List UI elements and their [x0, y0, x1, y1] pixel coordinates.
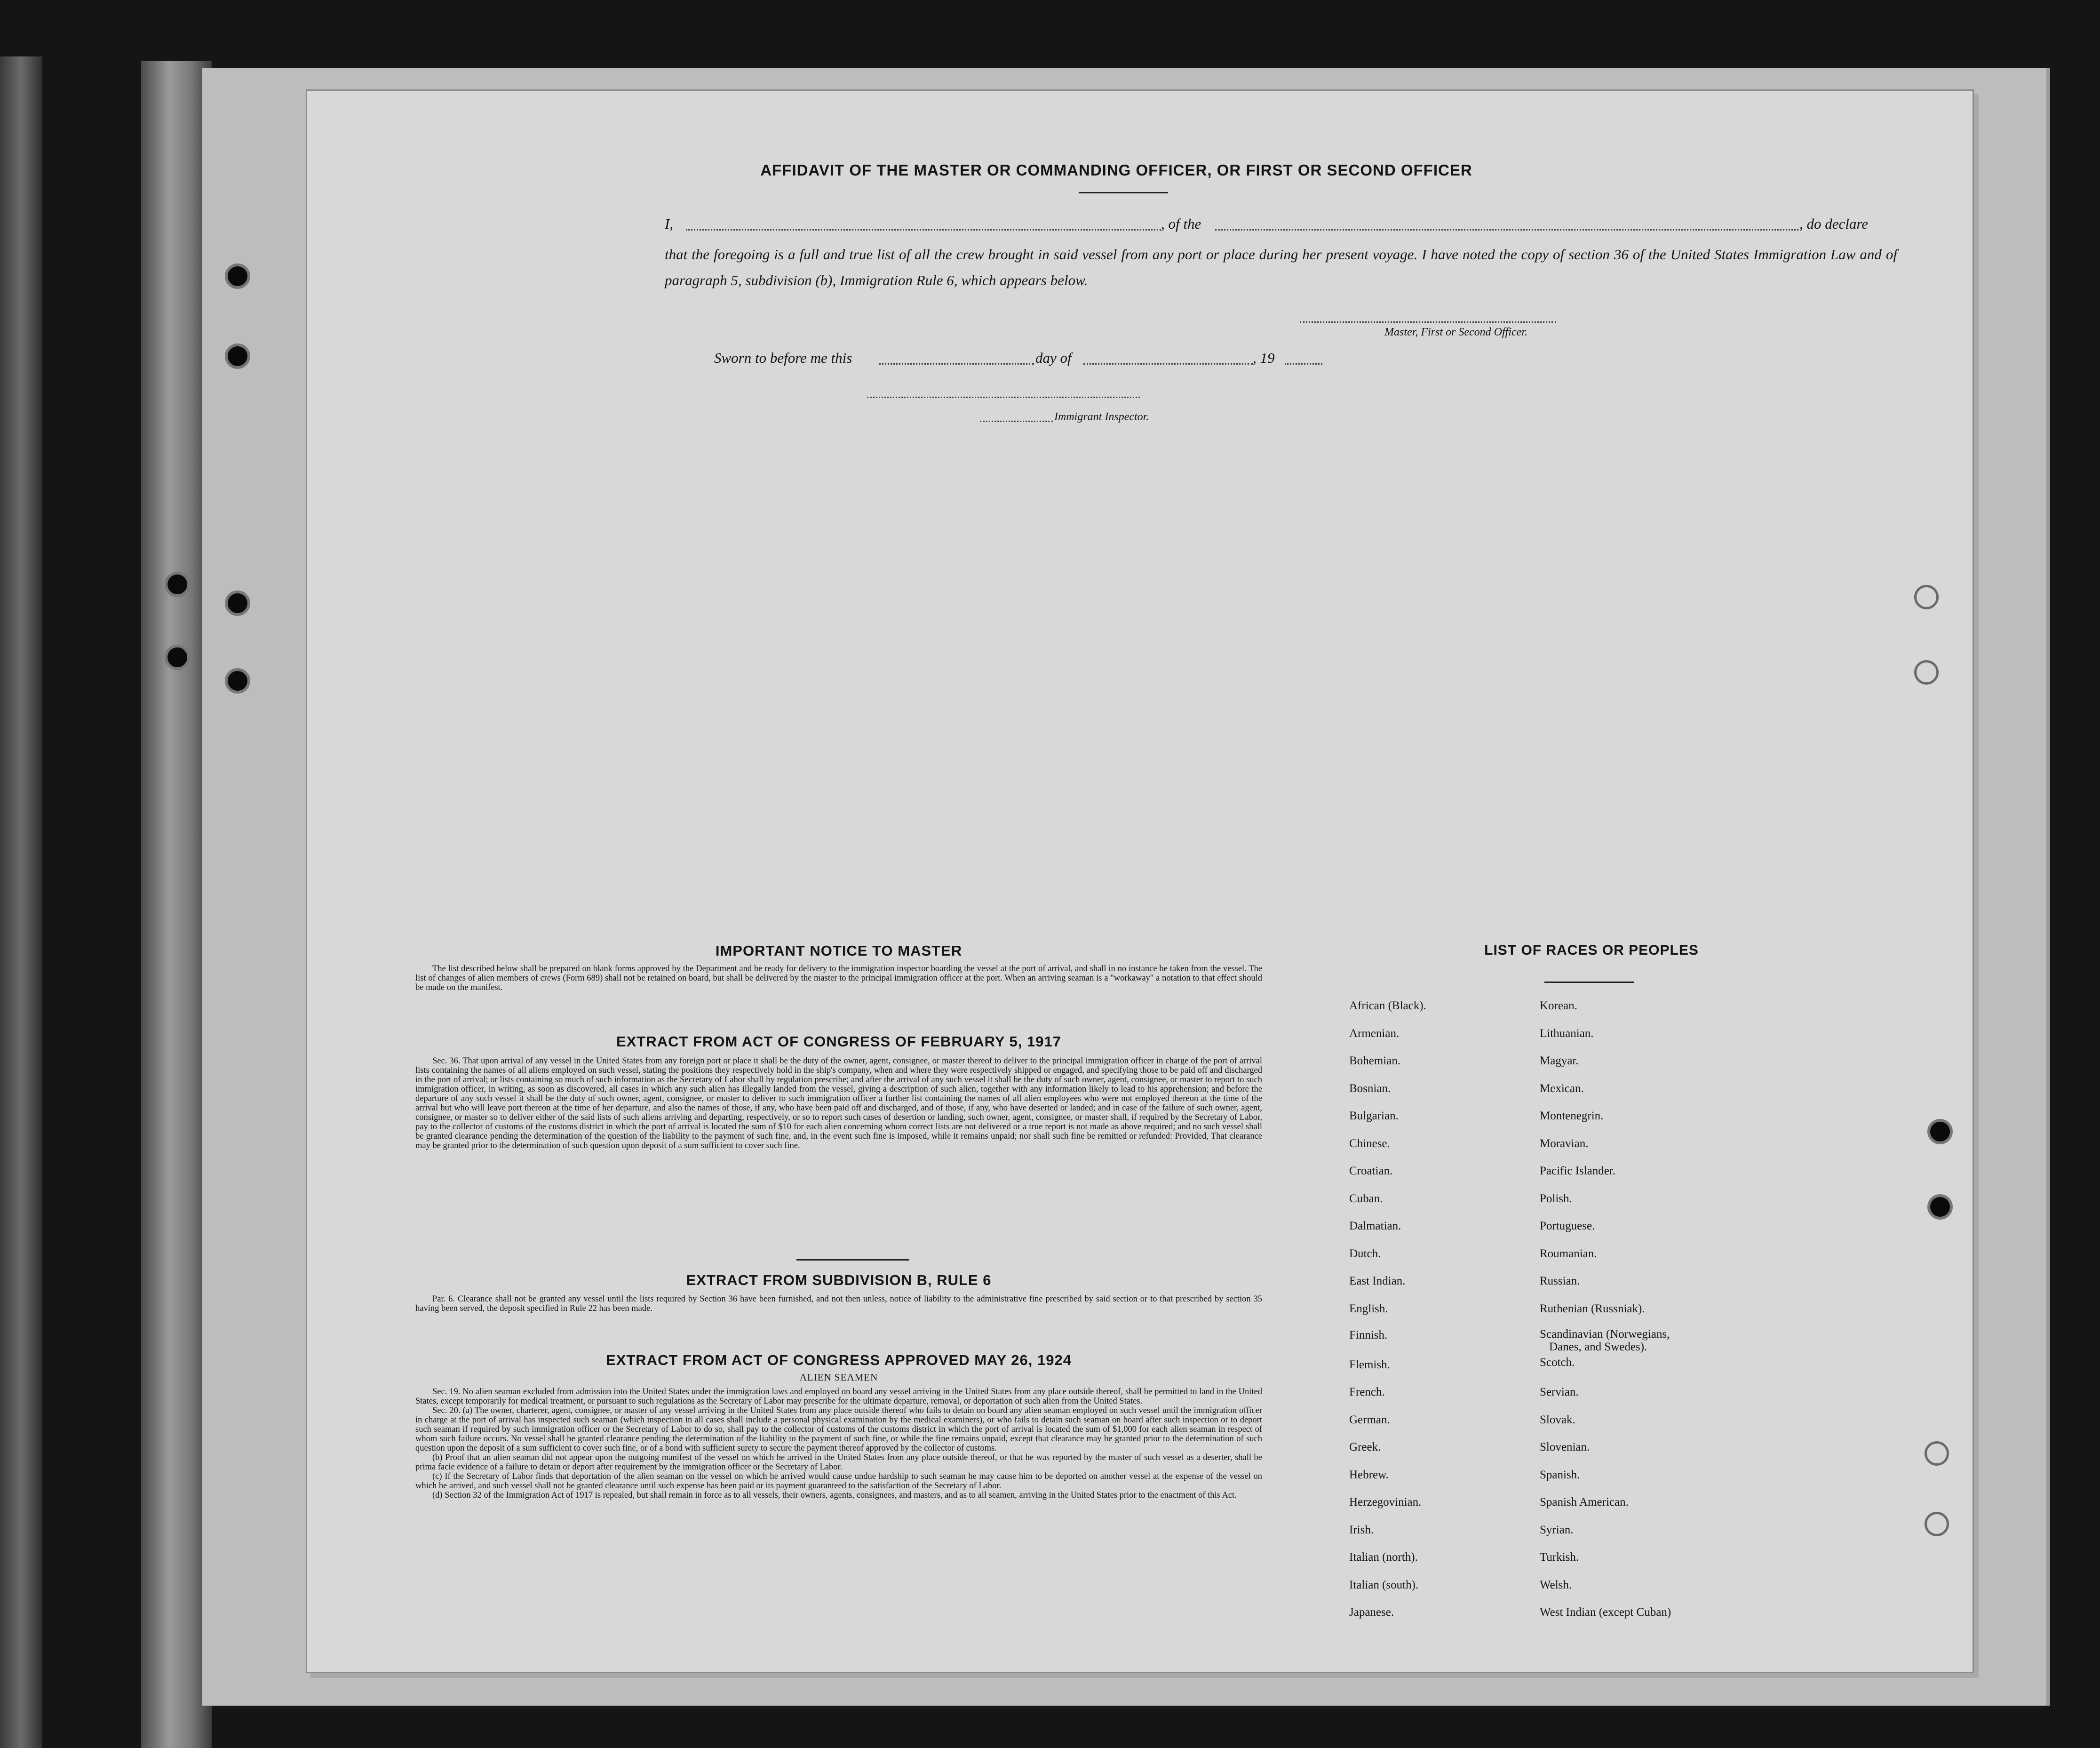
- binder-hole: [225, 343, 250, 369]
- race-item-right: Pacific Islander.: [1540, 1165, 1616, 1177]
- race-item-left: Hebrew.: [1349, 1469, 1389, 1481]
- race-item-left: Croatian.: [1349, 1165, 1393, 1177]
- race-item-left: East Indian.: [1349, 1275, 1406, 1287]
- race-item-left: French.: [1349, 1386, 1385, 1398]
- race-item-left: African (Black).: [1349, 999, 1426, 1012]
- extract-1917-title: EXTRACT FROM ACT OF CONGRESS OF FEBRUARY 5, 1917: [616, 1033, 1061, 1050]
- notice-title: IMPORTANT NOTICE TO MASTER: [715, 942, 962, 959]
- race-item-left: Bohemian.: [1349, 1054, 1401, 1067]
- title-underline: [1079, 192, 1168, 193]
- binder-hole: [225, 591, 250, 616]
- manifest-page: [306, 89, 1974, 1673]
- declarant-name-line: [686, 218, 1161, 231]
- race-item-right: Slovenian.: [1540, 1441, 1590, 1453]
- race-item-right: Scotch.: [1540, 1356, 1575, 1369]
- extract-1924-text: [415, 1387, 1262, 1500]
- race-item-left: English.: [1349, 1302, 1388, 1315]
- race-item-left: Italian (north).: [1349, 1551, 1418, 1564]
- race-item-left: Dutch.: [1349, 1247, 1381, 1260]
- rule6-paragraph: Par. 6. Clearance shall not be granted any vessel until the lists required by Section 36 have been furnished, and not then unless, notice of liability to the administrative fine prescribed by said section or to that prescribed by section 35 having been served, the deposit specified in Rule 22 has been made.: [415, 1294, 1262, 1313]
- race-item-right: Turkish.: [1540, 1551, 1579, 1564]
- race-item-right: Russian.: [1540, 1275, 1580, 1287]
- race-item-right: Ruthenian (Russniak).: [1540, 1302, 1645, 1315]
- sec-20c-paragraph: (c) If the Secretary of Labor finds that deportation of the alien seaman on the vessel on which he arrived would cause undue hardship to such seaman he may cause him to be deported on another vessel at the expense of the vessel on which he arrived, and such vessel shall not be granted clearance until such expense has been paid or its payment guaranteed to the satisfaction of the Secretary of Labor.: [415, 1472, 1262, 1491]
- inspector-label: Immigrant Inspector.: [1054, 411, 1149, 423]
- punch-hole: [1925, 1512, 1949, 1536]
- declarant-prefix: I,: [665, 216, 674, 232]
- race-item-right: Servian.: [1540, 1386, 1579, 1398]
- race-item-left: Greek.: [1349, 1441, 1381, 1453]
- sec-19-paragraph: Sec. 19. No alien seaman excluded from admission into the United States under the immigration laws and employed on board any vessel arriving in the United States from any place outside thereof, shall be permitted to land in the United States, except temporarily for medical treatment, or pursuant to such regulations as the Secretary of Labor may prescribe for the ultimate departure, removal, or deportation of such alien from the United States.: [415, 1387, 1262, 1406]
- sworn-month-line: [1083, 352, 1253, 365]
- race-item-right: Polish.: [1540, 1192, 1572, 1205]
- notice-text: [415, 964, 1262, 992]
- race-item-right: Spanish American.: [1540, 1496, 1629, 1509]
- vessel-name-line: [1215, 218, 1798, 231]
- year-prefix: , 19: [1253, 350, 1275, 366]
- section-divider: [796, 1259, 909, 1261]
- race-item-left: Herzegovinian.: [1349, 1496, 1422, 1509]
- punch-hole: [1914, 585, 1939, 609]
- ledger-spine: [0, 56, 42, 1748]
- race-item-left: German.: [1349, 1413, 1390, 1426]
- alien-seamen-subtitle: ALIEN SEAMEN: [799, 1372, 878, 1383]
- punch-hole: [1927, 1119, 1953, 1144]
- race-item-right: Spanish.: [1540, 1469, 1580, 1481]
- race-item-left: Cuban.: [1349, 1192, 1383, 1205]
- notice-paragraph: The list described below shall be prepared on blank forms approved by the Department and be ready for delivery to the immigration inspector boarding the vessel at the port of arrival, and shall in no instance be taken from the vessel. The list of changes of alien members of crews (Form 689) shall not be retained on board, but shall be delivered by the master to the principal immigration officer at the port. When an arriving seaman is a "workaway" a notation to that effect should be made on the manifest.: [415, 964, 1262, 992]
- race-item-right: Montenegrin.: [1540, 1109, 1604, 1122]
- punch-hole: [1925, 1441, 1949, 1466]
- race-item-right: Scandinavian (Norwegians,: [1540, 1328, 1670, 1341]
- race-item-left: Irish.: [1349, 1524, 1374, 1536]
- day-of-text: day of: [1035, 350, 1072, 366]
- extract-rule6-text: [415, 1294, 1262, 1313]
- race-item-right: Welsh.: [1540, 1579, 1572, 1591]
- extract-rule6-title: EXTRACT FROM SUBDIVISION B, RULE 6: [686, 1272, 992, 1288]
- races-title-underline: [1544, 982, 1634, 983]
- binder-hole: [165, 645, 190, 670]
- extract-1924-title: EXTRACT FROM ACT OF CONGRESS APPROVED MAY 26, 1924: [606, 1352, 1072, 1368]
- punch-hole: [1927, 1194, 1953, 1220]
- race-item-left: Italian (south).: [1349, 1579, 1419, 1591]
- race-item-right: Danes, and Swedes).: [1549, 1341, 1647, 1353]
- race-item-left: Chinese.: [1349, 1137, 1390, 1150]
- race-item-right: West Indian (except Cuban): [1540, 1606, 1671, 1619]
- sec-20b-paragraph: (b) Proof that an alien seaman did not appear upon the outgoing manifest of the vessel on which he arrived in the United States from any place outside thereof, or that he was reported by the master of such vessel as a deserter, shall be prima facie evidence of a failure to detain or deport after requirement by the immigration officer or the Secretary of Labor.: [415, 1453, 1262, 1472]
- punch-hole: [1914, 660, 1939, 685]
- binder-hole: [225, 668, 250, 694]
- extract-1917-text: [415, 1056, 1262, 1150]
- sworn-day-line: [879, 352, 1034, 365]
- race-item-right: Lithuanian.: [1540, 1027, 1594, 1040]
- declare-text: , do declare: [1799, 216, 1869, 232]
- binder-hole: [225, 263, 250, 289]
- sworn-text: Sworn to before me this: [714, 350, 852, 366]
- race-item-right: Slovak.: [1540, 1413, 1575, 1426]
- race-item-right: Moravian.: [1540, 1137, 1589, 1150]
- race-item-left: Flemish.: [1349, 1358, 1390, 1371]
- sec-20a-paragraph: Sec. 20. (a) The owner, charterer, agent, consignee, or master of any vessel arriving in the United States from any place outside thereof who fails to detain on board any alien seaman employed on such vessel until the immigration officer in charge at the port of arrival has inspected such seaman (which inspection in all cases shall include a personal physical examination by the medical examiners), or who fails to detain such seaman on board after such inspection or to deport such seaman if required by such immigration officer or the Secretary of Labor to do so, shall pay to the collector of customs of the customs district in which the port of arrival is located the sum of $1,000 for each alien seaman in respect of whom such failure occurs. No vessel shall be granted clearance pending the determination of the liability to the payment of such fine, or while the fine remains unpaid, except that clearance may be granted prior to the determination of such question upon the deposit of a sum sufficient to cover such fine, or of a bond with sufficient surety to secure the payment thereof approved by the collector of customs.: [415, 1406, 1262, 1453]
- section-36-paragraph: Sec. 36. That upon arrival of any vessel in the United States from any foreign port or place it shall be the duty of the owner, agent, consignee, or master thereof to deliver to the principal immigration officer in charge of the port of arrival lists containing the names of all aliens employed on such vessel, stating the positions they respectively hold in the ship's company, when and where they were respectively shipped or engaged, and specifying those to be paid off and discharged in the port of arrival; or lists containing so much of such information as the Secretary of Labor shall by regulation prescribe; and after the arrival of any such vessel it shall be the duty of such owner, agent, consignee, or master to report to such immigration officer, in writing, as soon as discovered, all cases in which any such alien has illegally landed from the vessel, giving a description of such alien, together with any information likely to lead to his apprehension; and before the departure of any such vessel it shall be the duty of such owner, agent, consignee, or master to deliver to such immigration officer a further list containing the names of all alien employees who were not employed thereon at the time of the arrival but who will leave port thereon at the time of her departure, and also the names of those, if any, who have been paid off and discharged, and of those, if any, who have deserted or landed; and in case of the failure of such owner, agent, consignee, or master so to deliver either of the said lists of such aliens arriving and departing, respectively, or so to report such cases of desertion or landing, such owner, agent, consignee, or master shall, if required by the Secretary of Labor, pay to the collector of customs of the customs district in which the port of arrival is located the sum of $10 for each alien concerning whom correct lists are not delivered or a true report is not made as above required; and no such vessel shall be granted clearance pending the determination of the question of the liability to the payment of such fine, and, in the event such fine is imposed, while it remains unpaid; nor shall such fine be remitted or refunded: Provided, That clearance may be granted prior to the determination of such question upon deposit of a sum sufficient to cover such fine.: [415, 1056, 1262, 1150]
- race-item-left: Bulgarian.: [1349, 1109, 1399, 1122]
- race-item-right: Syrian.: [1540, 1524, 1574, 1536]
- inspector-signature-line: [867, 392, 1140, 398]
- race-item-right: Korean.: [1540, 999, 1577, 1012]
- race-item-right: Mexican.: [1540, 1082, 1584, 1095]
- master-signature-label: Master, First or Second Officer.: [1384, 326, 1527, 338]
- sec-20d-paragraph: (d) Section 32 of the Immigration Act of 1917 is repealed, but shall remain in force as to all vessels, their owners, agents, consignees, and masters, and as to all seamen, arriving in the United States prior to the enactment of this Act.: [432, 1491, 1237, 1500]
- affidavit-body: that the foregoing is a full and true list of all the crew brought in said vessel from any port or place during her present voyage. I have noted the copy of section 36 of the United States Immigration Law and of paragraph 5, subdivision (b), Immigration Rule 6, which appears below.: [665, 246, 1897, 288]
- master-signature-line: [1300, 317, 1556, 323]
- race-item-right: Portuguese.: [1540, 1220, 1595, 1232]
- race-item-right: Magyar.: [1540, 1054, 1579, 1067]
- races-title: LIST OF RACES OR PEOPLES: [1484, 942, 1699, 958]
- race-item-right: Roumanian.: [1540, 1247, 1597, 1260]
- race-item-left: Japanese.: [1349, 1606, 1394, 1619]
- race-item-left: Dalmatian.: [1349, 1220, 1401, 1232]
- race-item-left: Armenian.: [1349, 1027, 1400, 1040]
- race-item-left: Bosnian.: [1349, 1082, 1391, 1095]
- inspector-prefix-line: [980, 413, 1053, 422]
- binder-strip: [141, 61, 212, 1748]
- year-line: [1285, 352, 1322, 365]
- affidavit-title: AFFIDAVIT OF THE MASTER OR COMMANDING OFFICER, OR FIRST OR SECOND OFFICER: [760, 161, 1472, 179]
- race-item-left: Finnish.: [1349, 1329, 1388, 1341]
- binder-hole: [165, 572, 190, 597]
- vessel-label: , of the: [1161, 216, 1201, 232]
